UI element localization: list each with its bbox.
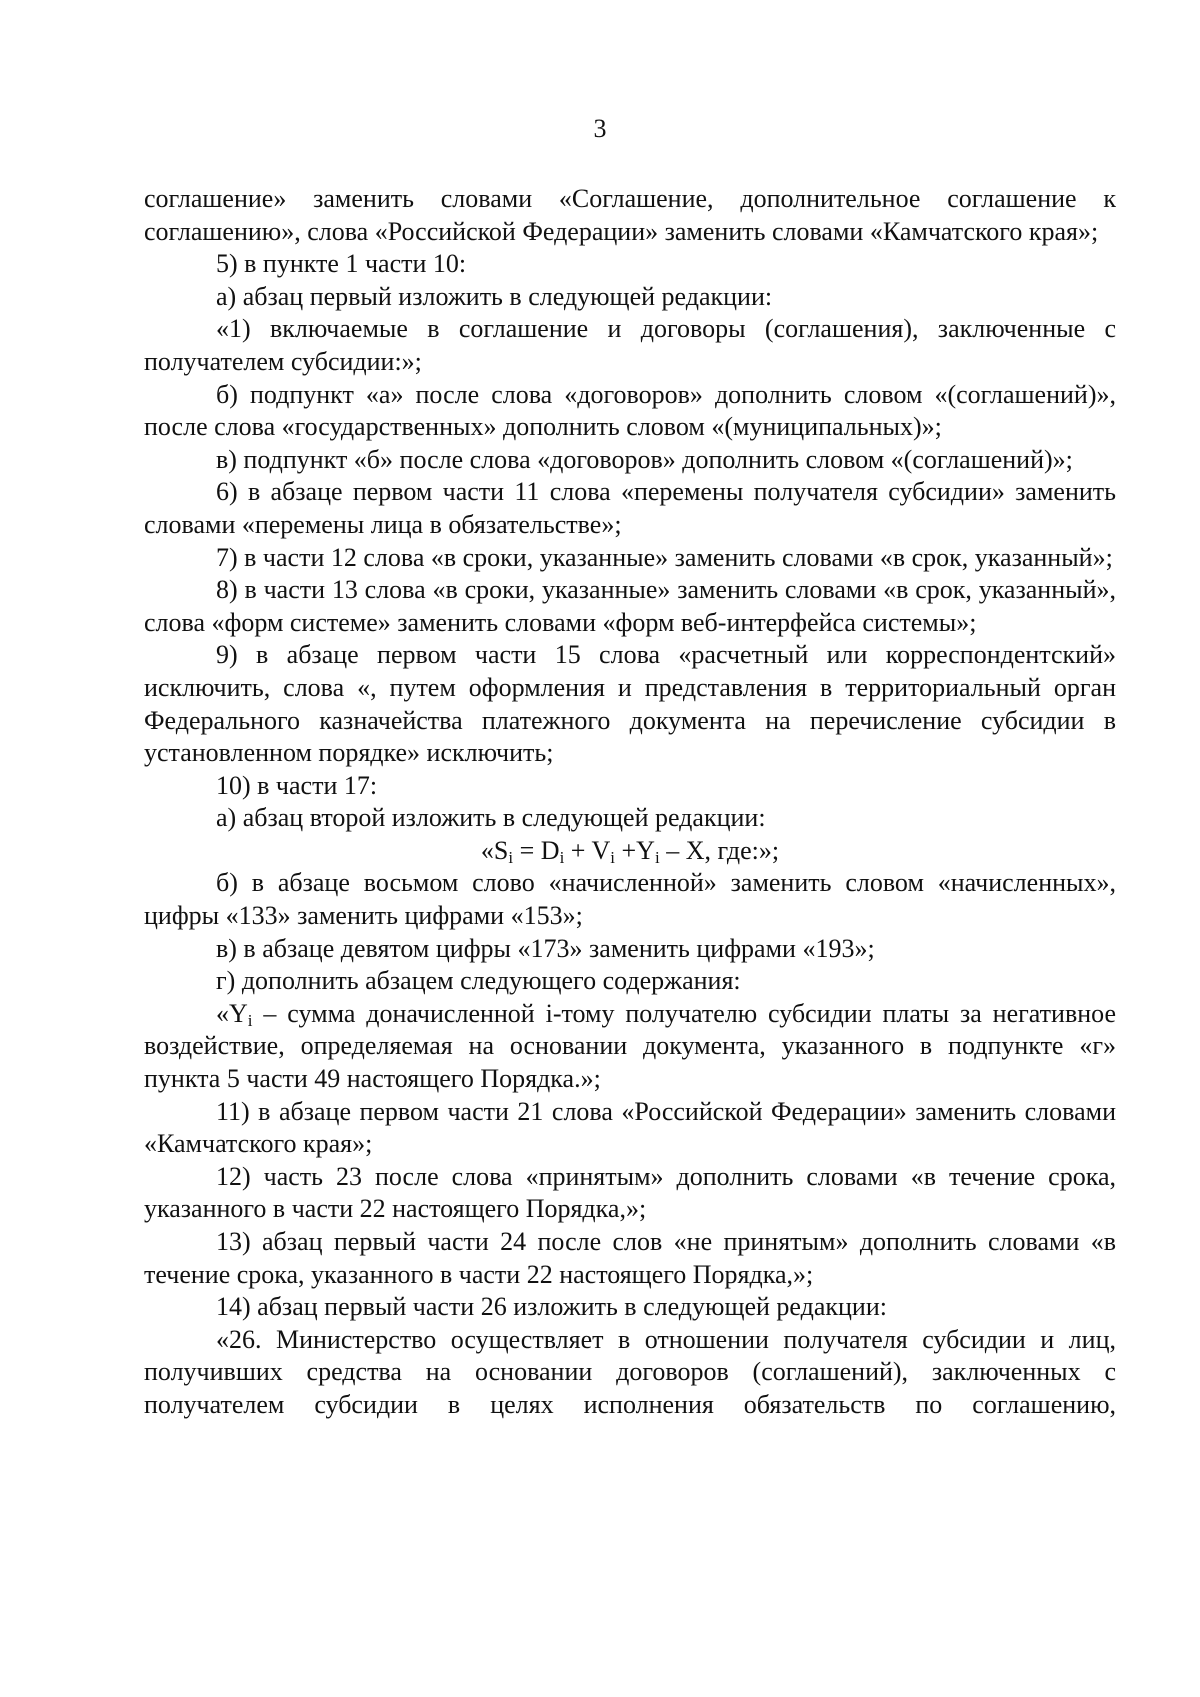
paragraph: б) в абзаце восьмом слово «начисленной» заменить словом «начисленных», цифры «133» заменить цифрами «153»; bbox=[144, 868, 1116, 931]
yi-subscript: i bbox=[247, 1010, 253, 1030]
formula-part: «S bbox=[480, 835, 509, 865]
formula-subscript: i bbox=[654, 847, 660, 867]
paragraph: а) абзац первый изложить в следующей редакции: bbox=[216, 281, 773, 311]
formula-subscript: i bbox=[559, 847, 565, 867]
yi-definition-paragraph bbox=[144, 998, 1116, 1096]
paragraph: а) абзац второй изложить в следующей редакции: bbox=[216, 803, 766, 833]
page-number: 3 bbox=[593, 114, 607, 143]
paragraph: 14) абзац первый части 26 изложить в следующей редакции: bbox=[216, 1292, 887, 1322]
paragraph: в) подпункт «б» после слова «договоров» дополнить словом «(соглашений)»; bbox=[216, 444, 1073, 474]
paragraph: в) в абзаце девятом цифры «173» заменить цифрами «193»; bbox=[216, 933, 875, 963]
paragraph: 9) в абзаце первом части 15 слова «расчетный или корреспондентский» исключить, слова «, путем оформления и представления в территориальный орган Федерального казначейства платежного документа на перечисление субсидии в установленном порядке» исключить; bbox=[144, 640, 1116, 768]
paragraph: 11) в абзаце первом части 21 слова «Российской Федерации» заменить словами «Камчатского края»; bbox=[144, 1096, 1116, 1159]
paragraph: 6) в абзаце первом части 11 слова «перемены получателя субсидии» заменить словами «перемены лица в обязательстве»; bbox=[144, 477, 1116, 539]
formula-part: +Y bbox=[615, 835, 655, 865]
paragraph: 5) в пункте 1 части 10: bbox=[216, 249, 467, 279]
formula bbox=[144, 835, 1116, 868]
document-body bbox=[144, 183, 1116, 1422]
paragraph: г) дополнить абзацем следующего содержания: bbox=[216, 966, 741, 996]
yi-open: «Y bbox=[216, 998, 248, 1028]
paragraph: 7) в части 12 слова «в сроки, указанные» заменить словами «в срок, указанный»; bbox=[216, 542, 1113, 572]
formula-part: + V bbox=[564, 835, 611, 865]
formula-subscript: i bbox=[508, 847, 514, 867]
paragraph: б) подпункт «а» после слова «договоров» дополнить словом «(соглашений)», после слова «государственных» дополнить словом «(муниципальных)»; bbox=[144, 379, 1116, 442]
yi-rest: – сумма доначисленной i-тому получателю субсидии платы за негативное воздействие, определяемая на основании документа, указанного в подпункте «г» пункта 5 части 49 настоящего Порядка.»; bbox=[144, 998, 1116, 1094]
paragraph: 10) в части 17: bbox=[216, 770, 378, 800]
formula-part: – X, где:»; bbox=[659, 835, 780, 865]
formula-part: = D bbox=[513, 835, 560, 865]
paragraph: 13) абзац первый части 24 после слов «не принятым» дополнить словами «в течение срока, указанного в части 22 настоящего Порядка,»; bbox=[144, 1227, 1116, 1289]
formula-subscript: i bbox=[610, 847, 616, 867]
paragraph: 8) в части 13 слова «в сроки, указанные» заменить словами «в срок, указанный», слова «форм системе» заменить словами «форм веб-интерфейса системы»; bbox=[144, 575, 1116, 637]
paragraph: соглашение» заменить словами «Соглашение, дополнительное соглашение к соглашению», слова «Российской Федерации» заменить словами «Камчатского края»; bbox=[144, 184, 1116, 246]
paragraph: «1) включаемые в соглашение и договоры (соглашения), заключенные с получателем субсидии:»; bbox=[144, 314, 1116, 376]
paragraph: 12) часть 23 после слова «принятым» дополнить словами «в течение срока, указанного в части 22 настоящего Порядка,»; bbox=[144, 1161, 1116, 1224]
paragraph: «26. Министерство осуществляет в отношении получателя субсидии и лиц, получивших средства на основании договоров (соглашений), заключенных с получателем субсидии в целях исполнения обязательств по соглашению, bbox=[144, 1324, 1116, 1419]
